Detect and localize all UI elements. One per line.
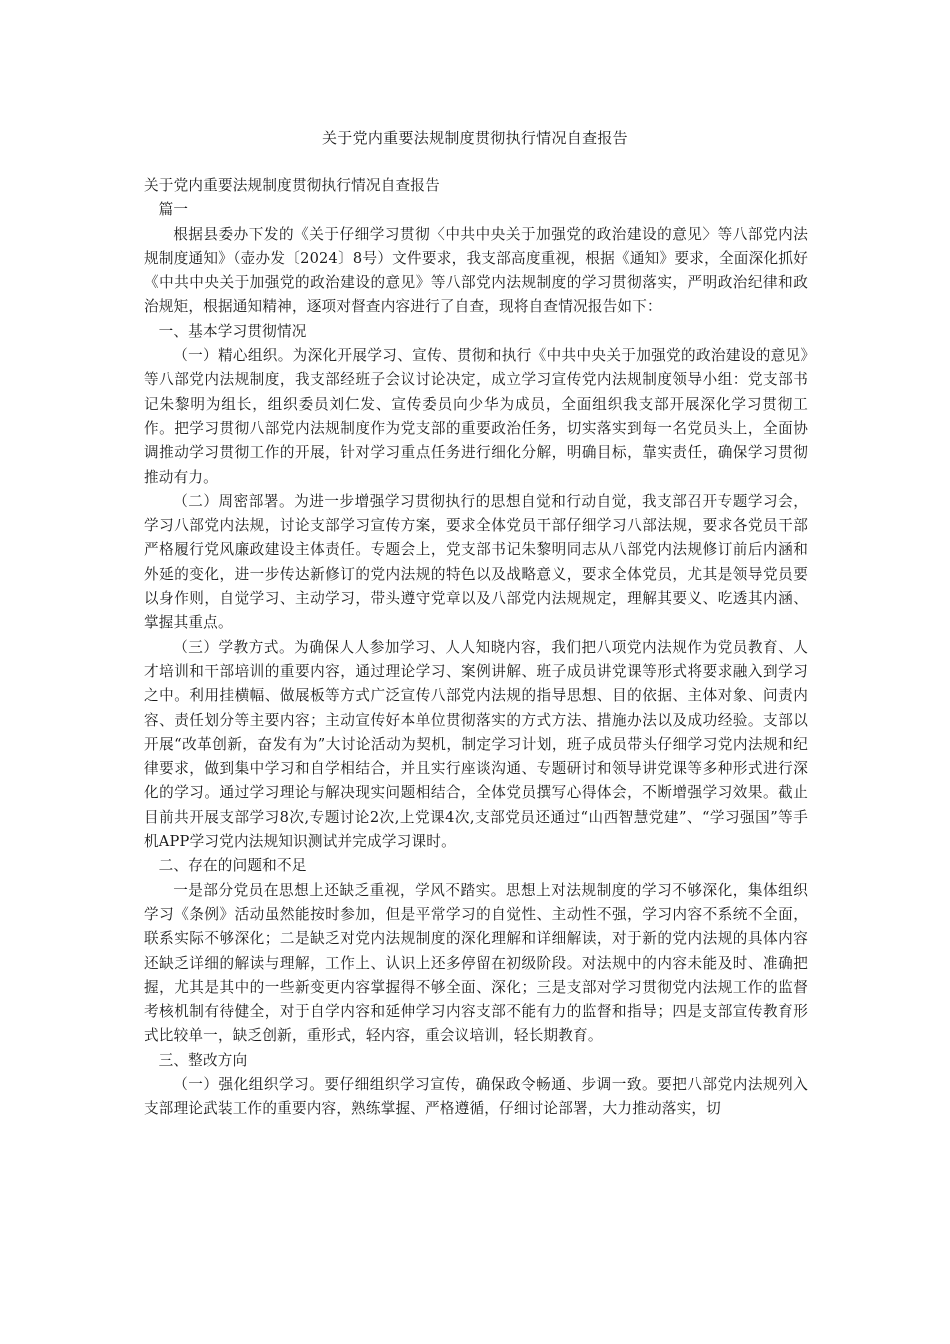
paragraph: （三）学教方式。为确保人人参加学习、人人知晓内容，我们把八项党内法规作为党员教育、人才培训和干部培训的重要内容，通过理论学习、案例讲解、班子成员讲党课等形式将要求融入到学习之中。利用挂横幅、做展板等方式广泛宣传八部党内法规的指导思想、目的依据、主体对象、问责内容、责任划分等主要内容；主动宣传好本单位贯彻落实的方式方法、措施办法以及成功经验。支部以开展“改革创新，奋发有为”大讨论活动为契机，制定学习计划，班子成员带头仔细学习党内法规和纪律要求，做到集中学习和自学相结合，并且实行座谈沟通、专题研讨和领导讲党课等多种形式进行深化的学习。通过学习理论与解决现实问题相结合，全体党员撰写心得体会，不断增强学习效果。截止目前共开展支部学习8次,专题讨论2次,上党课4次,支部党员还通过“山西智慧党建”、“学习强国”等手机APP学习党内法规知识测试并完成学习课时。 — [144, 638, 808, 851]
section-heading: 二、存在的问题和不足 — [158, 857, 307, 875]
section-heading: 一、基本学习贯彻情况 — [158, 322, 307, 340]
paragraph: （一）精心组织。为深化开展学习、宣传、贯彻和执行《中共中央关于加强党的政治建设的意见》等八部党内法规制度，我支部经班子会议讨论决定，成立学习宣传党内法规制度领导小组：党支部书记朱黎明为组长，组织委员刘仁发、宣传委员向少华为成员，全面组织我支部开展深化学习贯彻工作。把学习贯彻八部党内法规制度作为党支部的重要政治任务，切实落实到每一名党员头上，全面协调推动学习贯彻工作的开展，针对学习重点任务进行细化分解，明确目标，靠实责任，确保学习贯彻推动有力。 — [144, 347, 808, 486]
paragraph: （一）强化组织学习。要仔细组织学习宣传，确保政令畅通、步调一致。要把八部党内法规列入支部理论武装工作的重要内容，熟练掌握、严格遵循，仔细讨论部署，大力推动落实，切 — [144, 1075, 808, 1118]
section-heading: 三、整改方向 — [158, 1051, 248, 1069]
paragraph: （二）周密部署。为进一步增强学习贯彻执行的思想自觉和行动自觉，我支部召开专题学习会，学习八部党内法规，讨论支部学习宣传方案，要求全体党员干部仔细学习八部法规，要求各党员干部严格履行党风廉政建设主体责任。专题会上，党支部书记朱黎明同志从八部党内法规修订前后内涵和外延的变化，进一步传达新修订的党内法规的特色以及战略意义，要求全体党员，尤其是领导党员要以身作则，自觉学习、主动学习，带头遵守党章以及八部党内法规规定，理解其要义、吃透其内涵、掌握其重点。 — [144, 492, 808, 632]
part-label: 篇一 — [158, 201, 189, 219]
document-heading: 关于党内重要法规制度贯彻执行情况自查报告 — [144, 177, 440, 194]
document-body — [144, 174, 808, 1122]
intro-paragraph: 根据县委办下发的《关于仔细学习贯彻〈中共中央关于加强党的政治建设的意见〉等八部党内法规制度通知》（壶办发〔2024〕8号）文件要求，我支部高度重视，根据《通知》要求，全面深化抓好《中共中央关于加强党的政治建设的意见》等八部党内法规制度的学习贯彻落实，严明政治纪律和政治规矩，根据通知精神，逐项对督查内容进行了自查，现将自查情况报告如下： — [144, 225, 808, 316]
document-title: 关于党内重要法规制度贯彻执行情况自查报告 — [321, 129, 628, 147]
paragraph: 一是部分党员在思想上还缺乏重视，学风不踏实。思想上对法规制度的学习不够深化，集体组织学习《条例》活动虽然能按时参加，但是平常学习的自觉性、主动性不强，学习内容不系统不全面，联系实际不够深化；二是缺乏对党内法规制度的深化理解和详细解读，对于新的党内法规的具体内容还缺乏详细的解读与理解，工作上、认识上还多停留在初级阶段。对法规中的内容未能及时、准确把握，尤其是其中的一些新变更内容掌握得不够全面、深化；三是支部对学习贯彻党内法规工作的监督考核机制有待健全，对于自学内容和延伸学习内容支部不能有力的监督和指导；四是支部宣传教育形式比较单一，缺乏创新，重形式，轻内容，重会议培训，轻长期教育。 — [144, 881, 808, 1045]
